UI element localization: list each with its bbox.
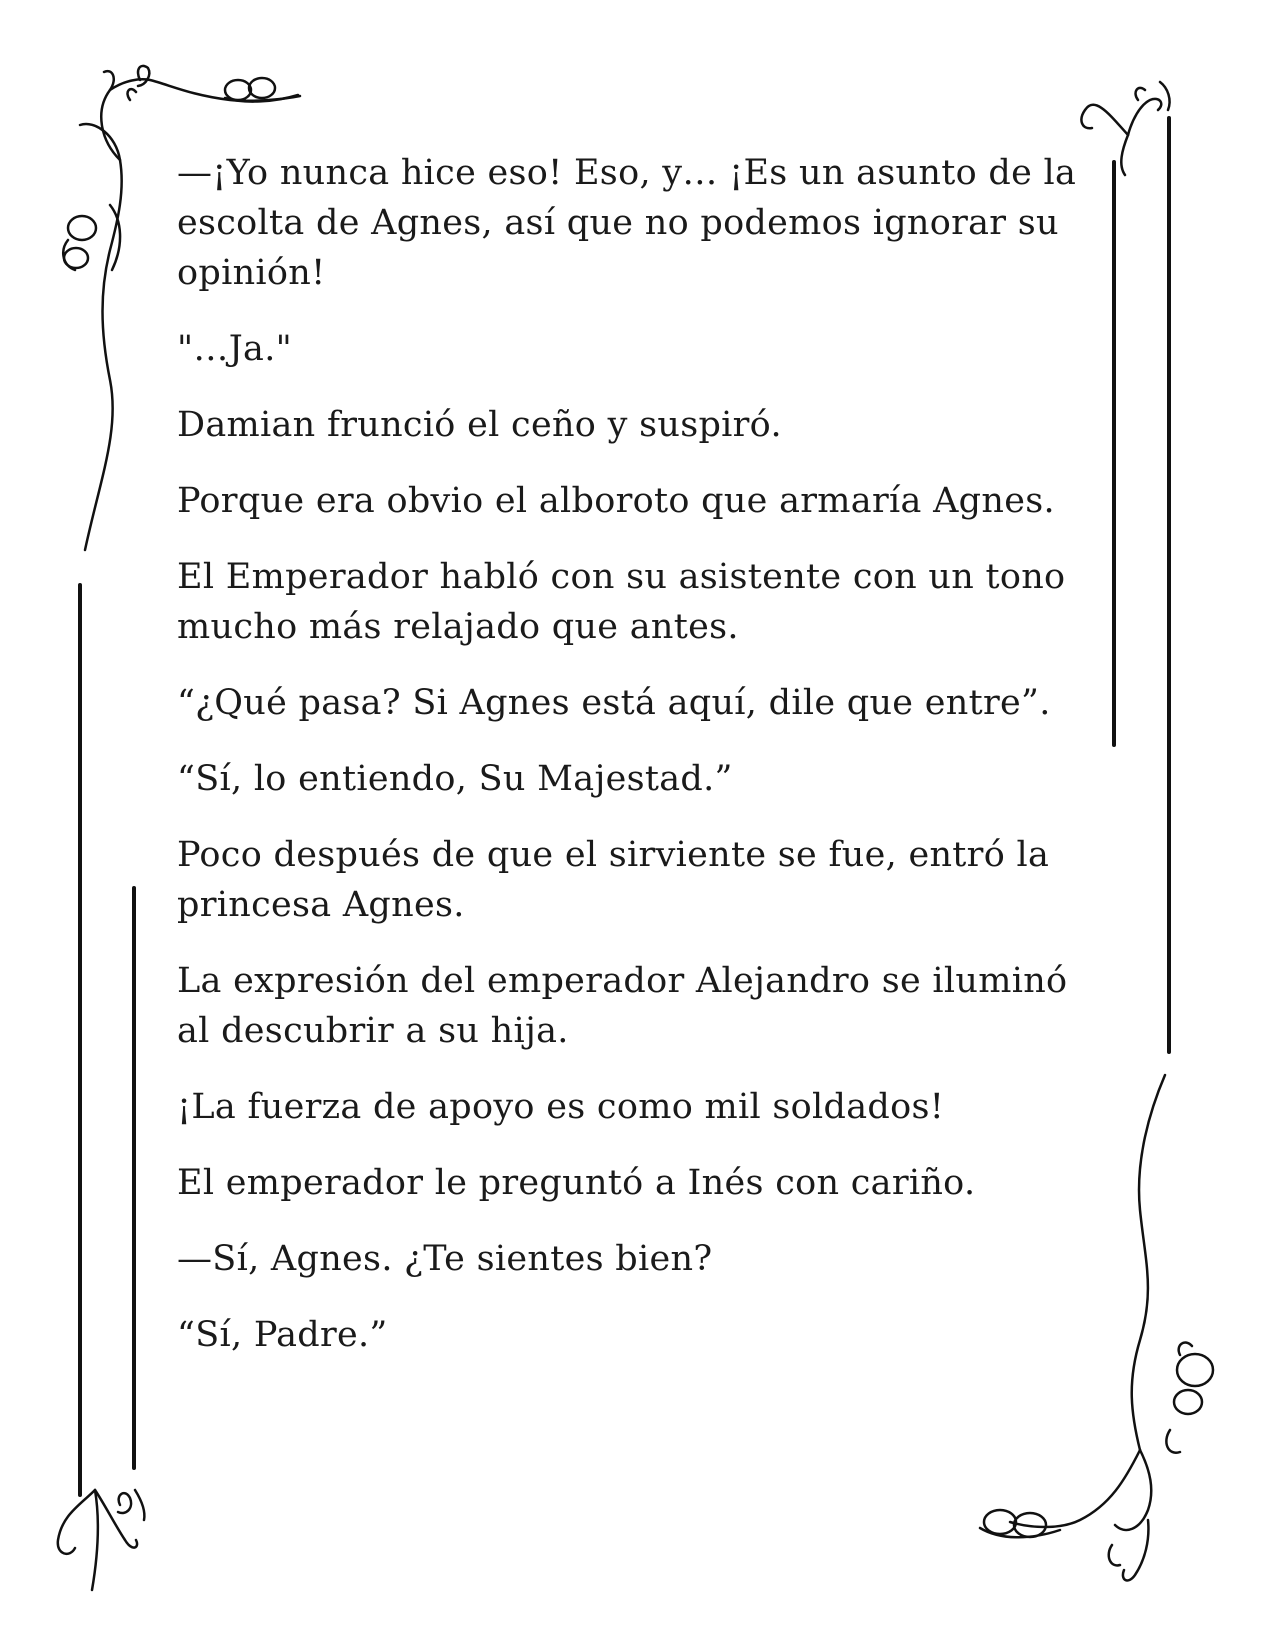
paragraph: Damian frunció el ceño y suspiró.	[177, 405, 782, 445]
paragraph: El emperador le preguntó a Inés con cariño.	[177, 1163, 976, 1203]
paragraph: “Sí, Padre.”	[177, 1315, 388, 1355]
paragraph: ¡La fuerza de apoyo es como mil soldados!	[177, 1087, 945, 1127]
paragraph: El Emperador habló con su asistente con un tono mucho más relajado que antes.	[177, 557, 1066, 647]
paragraph: La expresión del emperador Alejandro se iluminó al descubrir a su hija.	[177, 961, 1068, 1051]
paragraph: —¡Yo nunca hice eso! Eso, y… ¡Es un asunto de la escolta de Agnes, así que no podemos ignorar su opinión!	[177, 153, 1077, 293]
paragraph: “Sí, lo entiendo, Su Majestad.”	[177, 759, 733, 799]
paragraph: Poco después de que el sirviente se fue, entró la princesa Agnes.	[177, 835, 1050, 925]
paragraph: "…Ja."	[177, 329, 293, 369]
paragraph: “¿Qué pasa? Si Agnes está aquí, dile que entre”.	[177, 683, 1051, 723]
bottom-left-flourish-icon	[58, 1490, 145, 1590]
paragraph: —Sí, Agnes. ¿Te sientes bien?	[177, 1239, 713, 1279]
paragraph: Porque era obvio el alboroto que armaría Agnes.	[177, 481, 1055, 521]
body-text	[177, 148, 1107, 1386]
